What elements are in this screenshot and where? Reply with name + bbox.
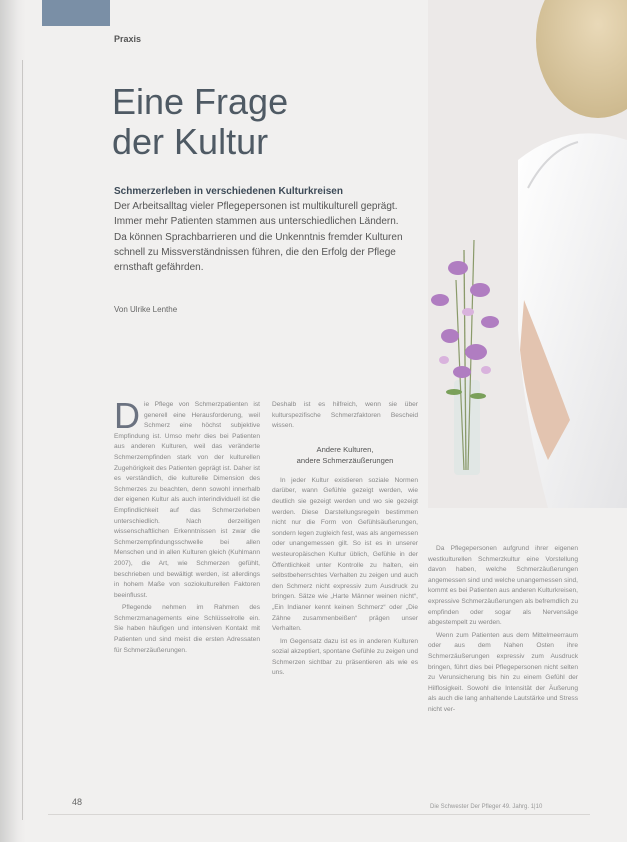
article-lead (114, 184, 414, 275)
body-paragraph: Da Pflegepersonen aufgrund ihrer eigenen westkulturellen Schmerzkultur eine Vorstellung davon haben, welche Schmerzäußerungen angemessen sind und welche unangemessen sind, kommt es bei Patienten aus anderen Kulturkreisen, expressive Schmerzäußerungen als befremdlich zu empfinden oder sogar als Nervensäge abgestempelt zu werden. (428, 545, 578, 627)
section-color-bar (42, 0, 110, 26)
body-paragraph: Wenn zum Patienten aus dem Mittelmeerraum oder aus dem Nahen Osten ihre Schmerzäußerungen expressiv zum Ausdruck bringen, führt dies bei Pflegepersonen nicht selten zu Verunsicherung bis hin zu einem Gefühl der Hilflosigkeit. Sowohl die Intensität der Äußerung als auch die lang anhaltende Lautstärke und Stress nicht ver- (428, 631, 578, 713)
body-paragraph: In jeder Kultur existieren soziale Normen darüber, wann Gefühle gezeigt werden, wie deutlich sie gezeigt werden und wo sie gezeigt werden. Diese Darstellungsregeln bestimmen nicht nur die Form von Gefühlsäußerungen, sondern legen zugleich fest, was als angemessen oder unangemessen gilt. So ist es in unserer westeuropäischen Kultur üblich, Gefühle in der Öffentlichkeit unter Kontrolle zu halten, ein selbstbeherrschtes Verhalten zu zeigen und auch den Schmerz nicht expressiv zum Ausdruck zu bringen. Sätze wie „Harte Männer weinen nicht“, „Ein Indianer kennt keinen Schmerz“ oder „Die Zähne zusammenbeißen“ prägen unser Verhalten. (272, 476, 418, 633)
body-paragraph: ie Pflege von Schmerzpatienten ist generell eine Herausforderung, weil Schmerz eine höchst subjektive Empfindung ist. Umso mehr dies bei Patienten aus anderen Kulturen, weil das veränderte Schmerzempfinden stark von der kulturellen Zugehörigkeit des Patienten geprägt ist. Daher ist es verständlich, die kulturelle Dimension des Schmerzes zu beachten, denn sowohl innerhalb der eigenen Kultur als auch interindividuell ist die Empfindlichkeit auf das Schmerzerleben unterschiedlich. Nach derzeitigen wissenschaftlichen Erkenntnissen ist zwar die Schmerzempfindungsschwelle bei allen Menschen und in allen Kulturen gleich (Kuhlmann 2007), die Art, wie Schmerzen gefühlt, beschrieben und bewältigt werden, ist allerdings in hohem Maße von soziokulturellen Faktoren beeinflusst. (114, 401, 260, 599)
body-paragraph: Im Gegensatz dazu ist es in anderen Kulturen sozial akzeptiert, spontane Gefühle zu zeigen und Schmerzen sichtbar zu präsentieren als wie es uns. (272, 637, 418, 677)
body-paragraph: Pflegende nehmen im Rahmen des Schmerzmanagements eine Schlüsselrolle ein. Sie haben häufigen und intensiven Kontakt mit Patienten und sind meist die ersten Adressaten für Schmerzäußerungen. (114, 604, 260, 654)
journal-footer: Die Schwester Der Pfleger 49. Jahrg. 1|10 (430, 804, 543, 810)
photo-illustration (428, 0, 627, 508)
article-title (112, 82, 412, 162)
body-column-2 (272, 400, 418, 679)
lead-text: Der Arbeitsalltag vieler Pflegepersonen ist multikulturell geprägt. Immer mehr Patienten stammen aus unterschiedlichen Ländern. Da können Sprachbarrieren und die Unkenntnis fremder Kulturen schnell zu Missverständnissen führen, die den Erfolg der Pflege ernsthaft gefährden. (114, 201, 403, 274)
body-paragraph: Deshalb ist es hilfreich, wenn sie über kulturspezifische Schmerzfaktoren Bescheid wissen. (272, 401, 418, 430)
body-subheading (272, 444, 418, 466)
lead-heading: Schmerzerleben in verschiedenen Kulturkreisen (114, 186, 343, 197)
body-column-1 (114, 395, 260, 656)
article-title-line-1: Eine Frage (112, 81, 289, 122)
subheading-line-1: Andere Kulturen, (316, 444, 374, 454)
author-byline: Von Ulrike Lenthe (114, 305, 178, 314)
drop-cap: D (114, 395, 140, 436)
subheading-line-2: andere Schmerzäußerungen (296, 455, 394, 465)
body-column-3 (428, 542, 578, 716)
article-title-line-2: der Kultur (112, 121, 269, 162)
page-number: 48 (72, 797, 83, 807)
footer-rule (48, 814, 590, 815)
nurse-with-flowers-photo (428, 0, 627, 508)
page-gutter-line (22, 60, 23, 820)
section-label: Praxis (114, 34, 142, 44)
